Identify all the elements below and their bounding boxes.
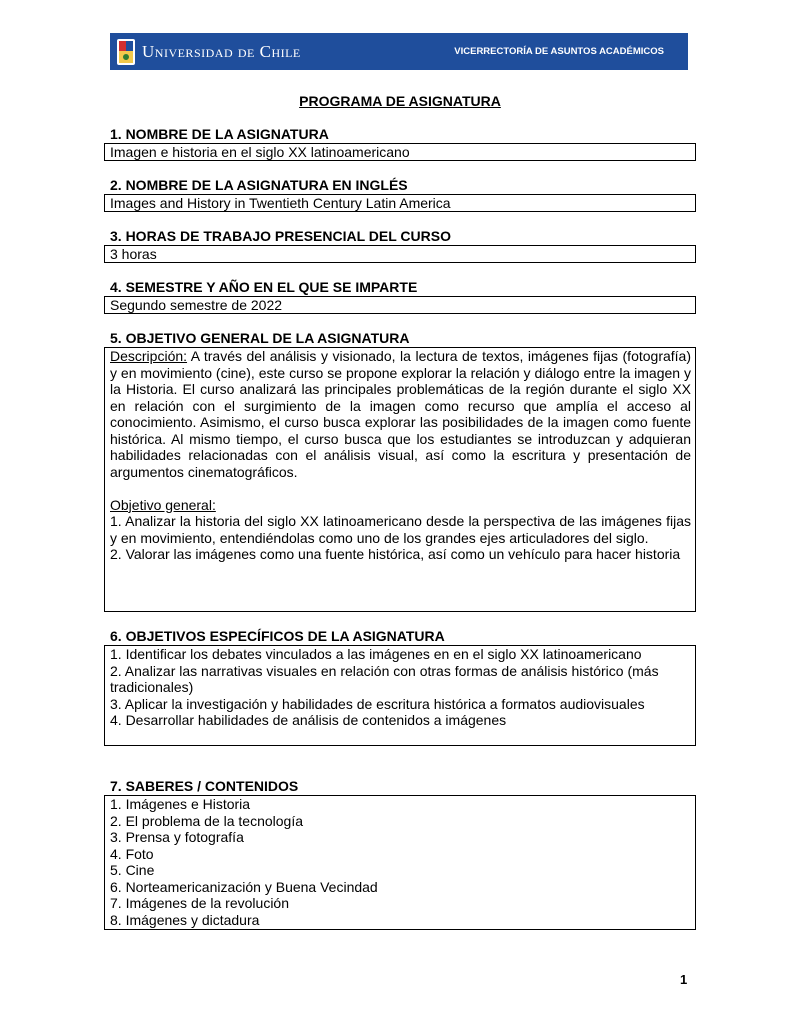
specific-objective-item: 4. Desarrollar habilidades de análisis de contenidos a imágenes <box>110 712 507 728</box>
content-item: 7. Imágenes de la revolución <box>110 895 289 911</box>
page-number: 1 <box>680 972 688 987</box>
general-objective-label: Objetivo general: <box>110 496 216 513</box>
course-name-english-value: Images and History in Twentieth Century Latin America <box>110 195 451 211</box>
general-objective-item: 1. Analizar la historia del siglo XX latinoamericano desde la perspectiva de las imágenes fijas y en movimiento, entendiéndolas como uno de los grandes ejes articuladores del siglo. <box>110 513 691 546</box>
content-item: 1. Imágenes e Historia <box>110 796 251 812</box>
specific-objective-item: 3. Aplicar la investigación y habilidades de escritura histórica a formatos audiovisuales <box>110 695 645 712</box>
general-objective-item: 2. Valorar las imágenes como una fuente histórica, así como un vehículo para hacer historia <box>110 546 681 562</box>
hours-box <box>104 245 696 263</box>
specific-objective-item: 2. Analizar las narrativas visuales en relación con otras formas de análisis histórico (más tradicionales) <box>110 662 659 695</box>
content-item: 3. Prensa y fotografía <box>110 829 244 845</box>
course-name-value: Imagen e historia en el siglo XX latinoamericano <box>110 144 410 160</box>
description-paragraph <box>110 348 691 480</box>
course-name-english-box <box>104 194 696 212</box>
contents-box <box>104 795 696 930</box>
section-3-title: 3. HORAS DE TRABAJO PRESENCIAL DEL CURSO <box>110 228 451 244</box>
specific-objectives-box <box>104 645 696 746</box>
header-banner <box>110 33 688 70</box>
program-title: PROGRAMA DE ASIGNATURA <box>299 93 501 109</box>
university-logo-group <box>116 38 301 66</box>
content-item: 4. Foto <box>110 845 154 862</box>
hours-value: 3 horas <box>110 246 157 262</box>
specific-objective-item: 1. Identificar los debates vinculados a las imágenes en en el siglo XX latinoamericano <box>110 646 642 662</box>
content-item: 8. Imágenes y dictadura <box>110 911 260 928</box>
university-crest-icon <box>116 38 136 66</box>
section-2-title: 2. NOMBRE DE LA ASIGNATURA EN INGLÉS <box>110 177 408 193</box>
section-6-title: 6. OBJETIVOS ESPECÍFICOS DE LA ASIGNATURA <box>110 628 445 644</box>
section-5-title: 5. OBJETIVO GENERAL DE LA ASIGNATURA <box>110 330 410 346</box>
university-name: Universidad de Chile <box>142 41 301 61</box>
content-item: 6. Norteamericanización y Buena Vecindad <box>110 878 378 895</box>
description-label: Descripción: <box>110 348 188 364</box>
vicerrectoria-label: VICERRECTORÍA DE ASUNTOS ACADÉMICOS <box>454 46 664 57</box>
content-item: 5. Cine <box>110 862 155 878</box>
section-7-title: 7. SABERES / CONTENIDOS <box>110 778 299 794</box>
content-item: 2. El problema de la tecnología <box>110 812 304 829</box>
section-1-title: 1. NOMBRE DE LA ASIGNATURA <box>110 126 329 142</box>
section-4-title: 4. SEMESTRE Y AÑO EN EL QUE SE IMPARTE <box>110 279 418 295</box>
description-text: A través del análisis y visionado, la lectura de textos, imágenes fijas (fotografía) y en movimiento (cine), este curso se propone explorar la relación y diálogo entre la imagen y la Historia. El curso analizará las principales problemáticas de la región durante el siglo XX en relación con el surgimiento de la imagen como recurso que amplía el acceso al conocimiento. Asimismo, el curso busca explorar las posibilidades de la imagen como fuente histórica. Al mismo tiempo, el curso busca que los estudiantes se introduzcan y adquieran habilidades relacionadas con el análisis visual, así como la escritura y presentación de argumentos cinematográficos. <box>110 348 691 480</box>
semester-box <box>104 296 696 314</box>
general-objective-box <box>104 347 696 612</box>
course-name-box <box>104 143 696 161</box>
semester-value: Segundo semestre de 2022 <box>110 297 283 313</box>
